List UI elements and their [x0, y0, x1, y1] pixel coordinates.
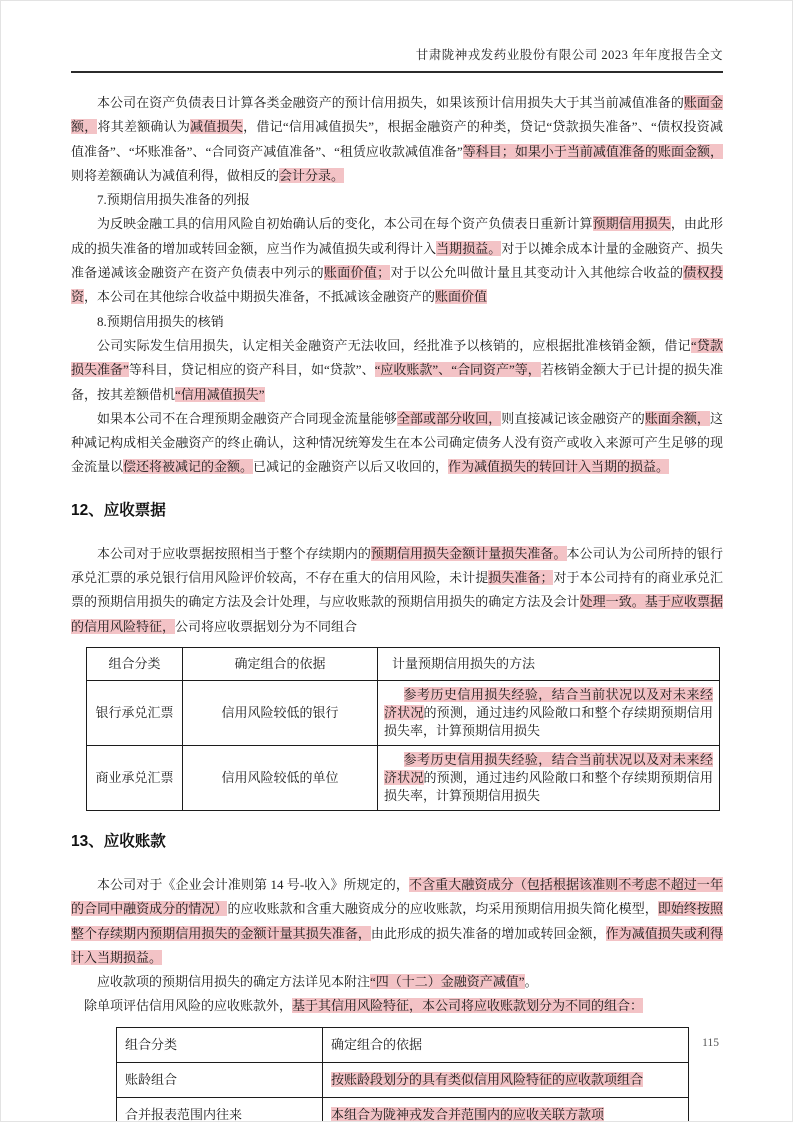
highlighted-text: 当期损益。	[436, 240, 502, 256]
column-header-portfolio-category: 组合分类	[117, 1027, 323, 1062]
text-run: 本公司认为公司所持的银行承兑汇票的承兑银行信用风险评价较高，不存在重大的信用风险，未计提	[71, 545, 723, 586]
text-run: 由此形成的损失准备的增加或转回金额，	[370, 925, 606, 941]
cell-category: 合并报表范围内往来	[117, 1097, 323, 1122]
table-header-row	[117, 1027, 689, 1062]
text-run: 本公司对于应收票据按照相当于整个存续期内的	[97, 545, 371, 561]
highlighted-text: 预期信用损失金额计量损失准备。	[370, 545, 567, 561]
text-run: 对于本公司持有的商业承兑汇票的预期信用损失的确定方法及会计处理，与应收账款的预期信用损失的确定方法及会计	[71, 570, 723, 610]
cell-method	[378, 745, 720, 810]
highlighted-text: 账面价值；	[323, 265, 391, 281]
table-row	[87, 745, 720, 810]
table-row	[117, 1097, 689, 1122]
highlighted-text: 参考历史信用损失经验，结合当前状况以及对未来经济状况	[384, 751, 713, 785]
text-run: ，由此形成的损失准备的增加或转回金额，应当作为减值损失或利得计入	[71, 216, 723, 256]
highlighted-text: “贷款损失准备”	[71, 337, 723, 378]
text-run: 的预测，通过违约风险敞口和整个存续期预期信用损失率，计算预期信用损失	[384, 769, 713, 803]
cell-category: 商业承兑汇票	[87, 745, 183, 810]
column-header-ecl-method: 计量预期信用损失的方法	[378, 647, 720, 680]
table-header-row	[87, 647, 720, 680]
cell-method	[378, 680, 720, 745]
text-run: 的预测，通过违约风险敞口和整个存续期预期信用损失率，计算预期信用损失	[384, 704, 713, 738]
highlighted-text: 全部或部分收回，	[396, 410, 502, 426]
text-run: 的应收账款和含重大融资成分的应收账款，均采用预期信用损失简化模型，	[227, 901, 658, 917]
text-run: 8.预期信用损失的核销	[97, 313, 224, 329]
text-run: ，借记“信用减值损失”，根据金融资产的种类，贷记“贷款损失准备”、“债权投资减值准备”、“坏账准备”、“合同资产减值准备”、“租赁应收款减值准备”	[71, 119, 723, 159]
highlighted-text: 账面金额，	[71, 95, 723, 135]
highlighted-text: “应收账款”、“合同资产”等，	[374, 362, 541, 378]
paragraph-direct-writedown	[71, 407, 723, 480]
page-number: 115	[702, 1037, 719, 1049]
highlighted-text: 账面价值	[435, 289, 488, 305]
text-run: 已减记的金融资产以后又收回的，	[253, 459, 449, 475]
highlighted-text: 基于其信用风险特征，本公司将应收账款划分为不同的组合：	[292, 998, 644, 1014]
highlighted-text: 预期信用损失	[592, 216, 671, 232]
highlighted-text: 作为减值损失或利得计入当期损益。	[71, 925, 723, 965]
highlighted-text: “四（十二）金融资产减值”	[370, 974, 525, 990]
cell-category: 账龄组合	[117, 1062, 323, 1097]
paragraph-ar-method-reference	[71, 970, 723, 994]
text-run: 除单项评估信用风险的应收账款外，	[84, 998, 293, 1014]
text-run: 这种减记构成相关金融资产的终止确认，这种情况统筹发生在本公司确定债务人没有资产或收入来源可产生足够的现金流量以	[71, 410, 723, 475]
list-item-7	[71, 188, 723, 212]
text-run: 7.预期信用损失准备的列报	[97, 192, 250, 208]
column-header-portfolio-basis: 确定组合的依据	[183, 647, 378, 680]
text-run: 若核销金额大于已计提的损失准备，按其差额借机	[71, 362, 723, 402]
highlighted-text: 债权投资	[71, 265, 723, 305]
text-run: 则直接减记该金融资产的	[501, 410, 645, 426]
section-heading-12-notes-receivable: 12、应收票据	[71, 501, 166, 519]
text-run: 对于以摊余成本计量的金融资产、损失准备递减该金融资产在资产负债表中列示的	[71, 240, 723, 281]
text-run: 对于以公允叫做计量且其变动计入其他综合收益的	[390, 265, 684, 281]
text-run: 如果本公司不在合理预期金融资产合同现金流量能够	[97, 410, 397, 426]
highlighted-text: 本组合为陇神戎发合并范围内的应收关联方款项	[331, 1106, 605, 1122]
paragraph-credit-loss-measurement	[71, 91, 723, 188]
highlighted-text: 即始终按照整个存续期内预期信用损失的金额计量其损失准备，	[71, 901, 723, 941]
list-item-8	[71, 310, 723, 334]
highlighted-text: 按账龄段划分的具有类似信用风险特征的应收款项组合	[331, 1071, 644, 1087]
paragraph-ar-policy	[71, 873, 723, 970]
text-run: 为反映金融工具的信用风险自初始确认后的变化，本公司在每个资产负债表日重新计算	[97, 216, 593, 232]
text-run: 。	[524, 974, 538, 990]
cell-basis: 信用风险较低的单位	[183, 745, 378, 810]
highlighted-text: 减值损失	[190, 119, 244, 135]
page-content	[71, 45, 723, 1122]
highlighted-text: 不含重大融资成分（包括根据该准则不考虑不超过一年的合同中融资成分的情况）	[71, 876, 723, 917]
column-header-portfolio-category: 组合分类	[87, 647, 183, 680]
highlighted-text: 账面余额，	[644, 410, 710, 426]
highlighted-text: 等科目；如果小于当前减值准备的账面金额，	[462, 143, 723, 159]
text-run: 等科目，贷记相应的资产科目，如“贷款”、	[128, 362, 375, 378]
text-run: 公司实际发生信用损失，认定相关金融资产无法收回，经批准予以核销的，应根据批准核销金额，借记	[97, 337, 691, 353]
text-run: 公司将应收票据划分为不同组合	[175, 618, 358, 634]
highlighted-text: 参考历史信用损失经验，结合当前状况以及对未来经济状况	[384, 686, 713, 720]
highlighted-text: 处理一致。基于应收票据的信用风险特征，	[71, 594, 723, 634]
notes-receivable-portfolio-table	[86, 647, 720, 811]
text-run: ，本公司在其他综合收益中期损失准备，不抵减该金融资产的	[84, 289, 436, 305]
text-run: 本公司在资产负债表日计算各类金融资产的预计信用损失，如果该预计信用损失大于其当前减值准备的	[97, 95, 684, 110]
table-row	[87, 680, 720, 745]
text-run: 本公司对于《企业会计准则第 14 号-收入》所规定的，	[97, 876, 409, 892]
cell-basis	[323, 1097, 689, 1122]
table-row	[117, 1062, 689, 1097]
highlighted-text: “信用减值损失”	[175, 386, 265, 402]
cell-category: 银行承兑汇票	[87, 680, 183, 745]
section-heading-13-accounts-receivable: 13、应收账款	[71, 832, 166, 850]
paragraph-notes-receivable-intro	[71, 542, 723, 639]
cell-basis: 信用风险较低的银行	[183, 680, 378, 745]
highlighted-text: 作为减值损失的转回计入当期的损益。	[448, 459, 670, 475]
highlighted-text: 会计分录。	[279, 167, 345, 183]
highlighted-text: 损失准备；	[488, 570, 554, 586]
text-run: 应收款项的预期信用损失的确定方法详见本附注	[97, 974, 371, 990]
text-run: 则将差额确认为减值利得，做相反的	[71, 167, 280, 183]
cell-basis	[323, 1062, 689, 1097]
paragraph-ar-grouping	[71, 994, 723, 1018]
accounts-receivable-portfolio-table	[116, 1027, 689, 1122]
paragraph-ecl-presentation	[71, 212, 723, 309]
highlighted-text: 偿还将被减记的金额。	[123, 459, 254, 475]
column-header-portfolio-basis: 确定组合的依据	[323, 1027, 689, 1062]
paragraph-ecl-writeoff	[71, 334, 723, 407]
text-run: 将其差额确认为	[97, 119, 191, 135]
report-header-title: 甘肃陇神戎发药业股份有限公司 2023 年年度报告全文	[71, 45, 723, 73]
